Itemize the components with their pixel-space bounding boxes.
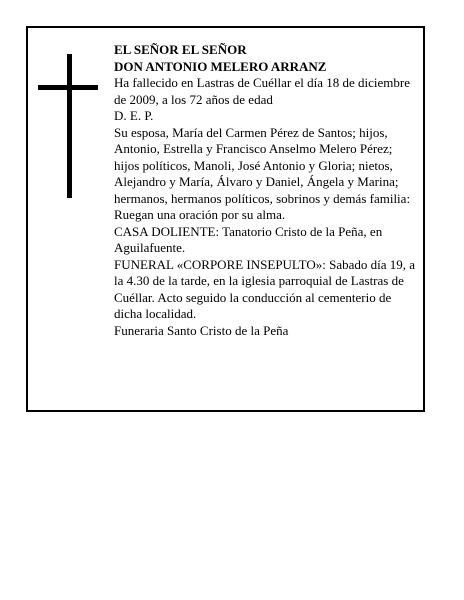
funeraria-name: Funeraria Santo Cristo de la Peña [114, 322, 289, 338]
casa-doliente: CASA DOLIENTE: Tanatorio Cristo de la Peña, en Aguilafuente. [114, 223, 383, 255]
notice-body [114, 42, 420, 339]
notice-heading: EL SEÑOR EL SEÑOR [114, 42, 247, 57]
death-statement: Ha fallecido en Lastras de Cuéllar el día 18 de diciembre de 2009, a los 72 años de edad [114, 75, 410, 107]
cross-horizontal-bar [38, 85, 98, 90]
cross-icon [38, 54, 98, 198]
cross-vertical-bar [67, 54, 72, 198]
deceased-name: DON ANTONIO MELERO ARRANZ [114, 58, 327, 74]
family-list: Su esposa, María del Carmen Pérez de Santos; hijos, Antonio, Estrella y Francisco Anselmo Melero Pérez; hijos políticos, Manoli, José Antonio y Gloria; nietos, Alejandro y María, Álvaro y Daniel, Ángela y Marina; hermanos, hermanos políticos, sobrinos y demás familia: [114, 124, 411, 206]
funeral-details: FUNERAL «CORPORE INSEPULTO»: Sabado día 19, a la 4.30 de la tarde, en la iglesia parroquial de Lastras de Cuéllar. Acto seguido la conducción al cementerio de dicha localidad. [114, 256, 416, 321]
prayer-request: Ruegan una oración por su alma. [114, 207, 286, 222]
obituary-notice [26, 26, 425, 412]
dep-text: D. E. P. [114, 108, 154, 123]
